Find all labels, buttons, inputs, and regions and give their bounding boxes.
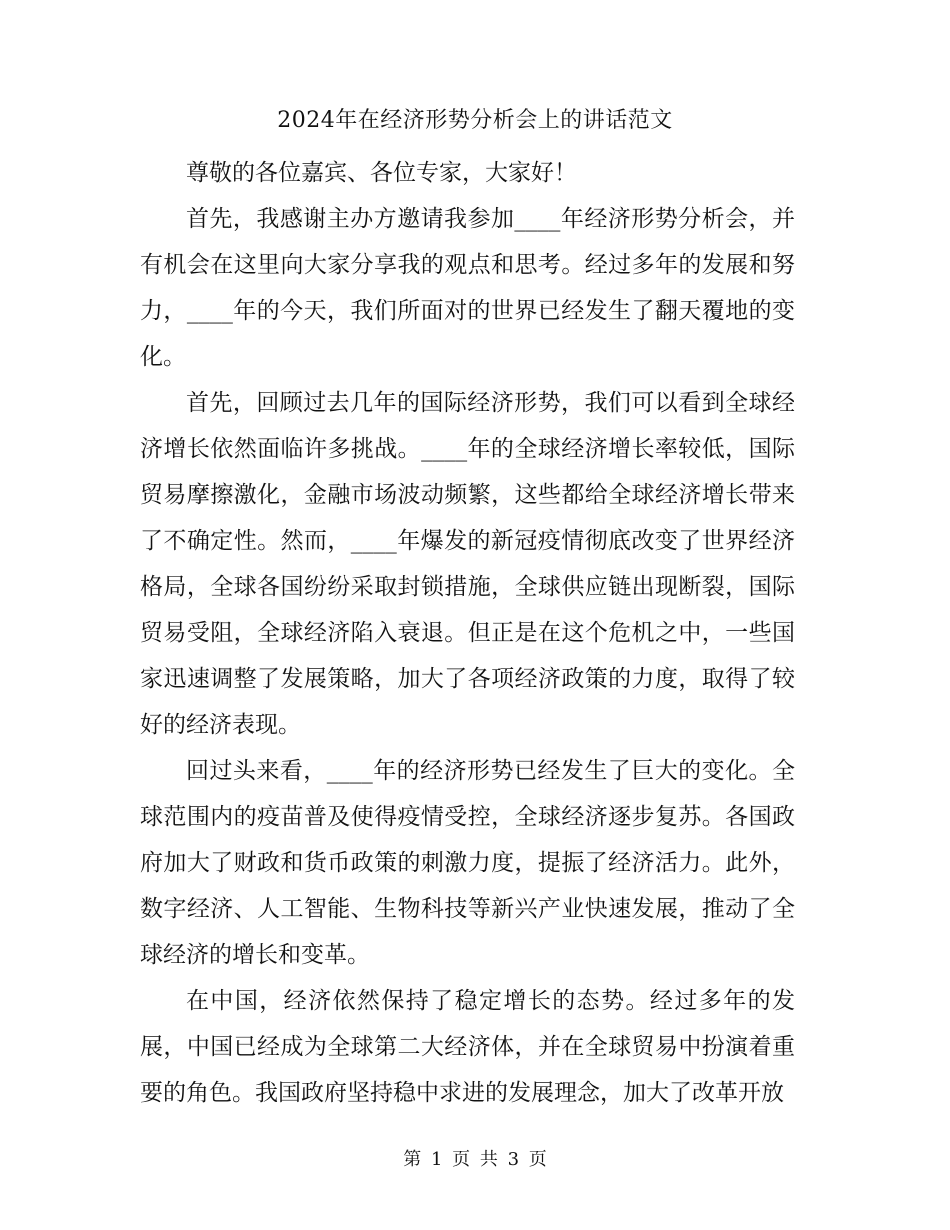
paragraph-2: 首先，回顾过去几年的国际经济形势，我们可以看到全球经济增长依然面临许多挑战。____年的全球经济增长率较低，国际贸易摩擦激化，金融市场波动频繁，这些都给全球经济增长带来了不确定性。然而，____年爆发的新冠疫情彻底改变了世界经济格局，全球各国纷纷采取封锁措施，全球供应链出现断裂，国际贸易受阻，全球经济陷入衰退。但正是在这个危机之中，一些国家迅速调整了发展策略，加大了各项经济政策的力度，取得了较好的经济表现。	[140, 390, 795, 738]
paragraph-4: 在中国，经济依然保持了稳定增长的态势。经过多年的发展，中国已经成为全球第二大经济体，并在全球贸易中扮演着重要的角色。我国政府坚持稳中求进的发展理念，加大了改革开放	[140, 988, 795, 1106]
document-title: 2024年在经济形势分析会上的讲话范文	[277, 108, 673, 133]
paragraph-1: 首先，我感谢主办方邀请我参加____年经济形势分析会，并有机会在这里向大家分享我的观点和思考。经过多年的发展和努力，____年的今天，我们所面对的世界已经发生了翻天覆地的变化。	[140, 206, 795, 370]
paragraph-greeting: 尊敬的各位嘉宾、各位专家，大家好！	[186, 160, 577, 186]
page-number-footer: 第 1 页 共 3 页	[403, 1149, 547, 1170]
paragraph-3: 回过头来看，____年的经济形势已经发生了巨大的变化。全球范围内的疫苗普及使得疫情受控，全球经济逐步复苏。各国政府加大了财政和货币政策的刺激力度，提振了经济活力。此外，数字经济、人工智能、生物科技等新兴产业快速发展，推动了全球经济的增长和变革。	[140, 758, 795, 968]
document-body	[140, 150, 795, 1116]
